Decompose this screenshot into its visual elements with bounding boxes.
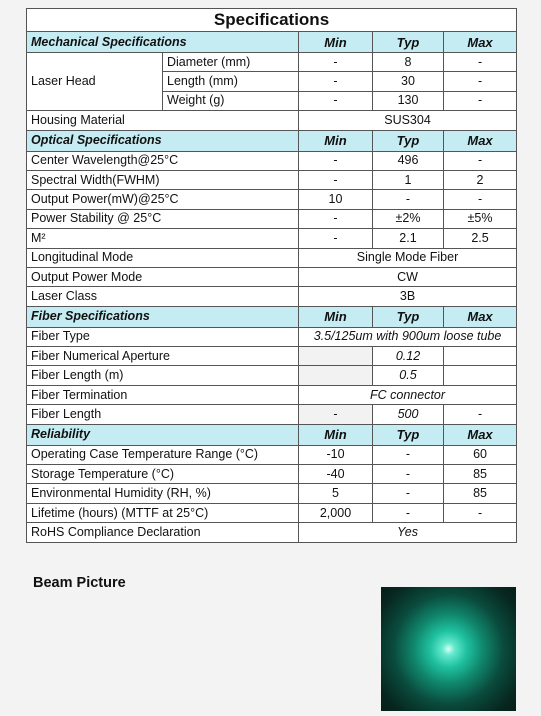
row-label: RoHS Compliance Declaration bbox=[27, 523, 299, 542]
min-value: - bbox=[299, 53, 373, 72]
row-label: Storage Temperature (°C) bbox=[27, 465, 299, 484]
max-value: - bbox=[444, 405, 517, 424]
col-max-header: Max bbox=[444, 32, 517, 53]
max-value bbox=[444, 347, 517, 366]
min-value: - bbox=[299, 151, 373, 170]
typ-value: 0.5 bbox=[373, 366, 444, 385]
row-label: Housing Material bbox=[27, 111, 299, 130]
min-value: - bbox=[299, 209, 373, 228]
max-value: - bbox=[444, 53, 517, 72]
row-label: Fiber Type bbox=[27, 327, 299, 346]
typ-value: 8 bbox=[373, 53, 444, 72]
table-row bbox=[27, 405, 517, 424]
laser-head-label: Laser Head bbox=[27, 53, 163, 111]
beam-picture-heading: Beam Picture bbox=[33, 575, 126, 591]
max-value: 60 bbox=[444, 445, 517, 464]
row-label: Laser Class bbox=[27, 287, 299, 306]
col-max-header: Max bbox=[444, 130, 517, 151]
min-value: -40 bbox=[299, 465, 373, 484]
table-row bbox=[27, 523, 517, 542]
max-value: 2 bbox=[444, 170, 517, 189]
row-label: Longitudinal Mode bbox=[27, 248, 299, 267]
col-max-header: Max bbox=[444, 424, 517, 445]
max-value: - bbox=[444, 151, 517, 170]
row-label: Power Stability @ 25°C bbox=[27, 209, 299, 228]
table-row bbox=[27, 366, 517, 385]
table-row bbox=[27, 385, 517, 404]
min-value: - bbox=[299, 170, 373, 189]
table-row bbox=[27, 151, 517, 170]
table-row bbox=[27, 248, 517, 267]
col-typ-header: Typ bbox=[373, 130, 444, 151]
table-row bbox=[27, 209, 517, 228]
typ-value: - bbox=[373, 445, 444, 464]
min-value: 10 bbox=[299, 190, 373, 209]
row-label: Fiber Length bbox=[27, 405, 299, 424]
row-label: Environmental Humidity (RH, %) bbox=[27, 484, 299, 503]
col-max-header: Max bbox=[444, 306, 517, 327]
table-title: Specifications bbox=[27, 9, 517, 32]
col-min-header: Min bbox=[299, 306, 373, 327]
max-value: 2.5 bbox=[444, 229, 517, 248]
max-value: 85 bbox=[444, 484, 517, 503]
row-label: Output Power Mode bbox=[27, 267, 299, 286]
typ-value: 0.12 bbox=[373, 347, 444, 366]
row-label: Fiber Length (m) bbox=[27, 366, 299, 385]
row-label: Length (mm) bbox=[163, 72, 299, 91]
reliability-header-row bbox=[27, 424, 517, 445]
span-value: Yes bbox=[299, 523, 517, 542]
beam-picture-image bbox=[381, 587, 516, 711]
col-typ-header: Typ bbox=[373, 32, 444, 53]
max-value: - bbox=[444, 91, 517, 110]
typ-value: ±2% bbox=[373, 209, 444, 228]
min-value: - bbox=[299, 405, 373, 424]
row-label: Output Power(mW)@25°C bbox=[27, 190, 299, 209]
min-value: -10 bbox=[299, 445, 373, 464]
col-min-header: Min bbox=[299, 424, 373, 445]
min-value: - bbox=[299, 72, 373, 91]
max-value: 85 bbox=[444, 465, 517, 484]
table-row bbox=[27, 503, 517, 522]
row-label: Fiber Termination bbox=[27, 385, 299, 404]
max-value bbox=[444, 366, 517, 385]
min-value: 5 bbox=[299, 484, 373, 503]
specifications-table bbox=[26, 8, 517, 543]
row-label: Spectral Width(FWHM) bbox=[27, 170, 299, 189]
table-row bbox=[27, 190, 517, 209]
table-row bbox=[27, 111, 517, 130]
min-value: - bbox=[299, 91, 373, 110]
table-row bbox=[27, 327, 517, 346]
table-row bbox=[27, 229, 517, 248]
min-value: 2,000 bbox=[299, 503, 373, 522]
optical-header-row bbox=[27, 130, 517, 151]
col-min-header: Min bbox=[299, 32, 373, 53]
max-value: - bbox=[444, 190, 517, 209]
table-row bbox=[27, 53, 517, 72]
reliability-section-label: Reliability bbox=[27, 424, 299, 445]
max-value: - bbox=[444, 503, 517, 522]
mechanical-section-label: Mechanical Specifications bbox=[27, 32, 299, 53]
row-label: Center Wavelength@25°C bbox=[27, 151, 299, 170]
mechanical-header-row bbox=[27, 32, 517, 53]
min-value: - bbox=[299, 229, 373, 248]
span-value: SUS304 bbox=[299, 111, 517, 130]
span-value: 3.5/125um with 900um loose tube bbox=[299, 327, 517, 346]
typ-value: 1 bbox=[373, 170, 444, 189]
table-row bbox=[27, 267, 517, 286]
col-typ-header: Typ bbox=[373, 424, 444, 445]
title-row bbox=[27, 9, 517, 32]
typ-value: - bbox=[373, 503, 444, 522]
table-row bbox=[27, 347, 517, 366]
typ-value: - bbox=[373, 465, 444, 484]
table-row bbox=[27, 287, 517, 306]
row-label: Diameter (mm) bbox=[163, 53, 299, 72]
fiber-header-row bbox=[27, 306, 517, 327]
typ-value: 2.1 bbox=[373, 229, 444, 248]
min-value bbox=[299, 366, 373, 385]
row-label: Lifetime (hours) (MTTF at 25°C) bbox=[27, 503, 299, 522]
span-value: FC connector bbox=[299, 385, 517, 404]
typ-value: 500 bbox=[373, 405, 444, 424]
fiber-section-label: Fiber Specifications bbox=[27, 306, 299, 327]
table-row bbox=[27, 465, 517, 484]
optical-section-label: Optical Specifications bbox=[27, 130, 299, 151]
col-min-header: Min bbox=[299, 130, 373, 151]
table-row bbox=[27, 170, 517, 189]
row-label: Weight (g) bbox=[163, 91, 299, 110]
table-row bbox=[27, 445, 517, 464]
max-value: ±5% bbox=[444, 209, 517, 228]
table-row bbox=[27, 484, 517, 503]
span-value: 3B bbox=[299, 287, 517, 306]
max-value: - bbox=[444, 72, 517, 91]
typ-value: - bbox=[373, 190, 444, 209]
typ-value: 30 bbox=[373, 72, 444, 91]
typ-value: 130 bbox=[373, 91, 444, 110]
span-value: Single Mode Fiber bbox=[299, 248, 517, 267]
typ-value: - bbox=[373, 484, 444, 503]
col-typ-header: Typ bbox=[373, 306, 444, 327]
min-value bbox=[299, 347, 373, 366]
row-label: Operating Case Temperature Range (°C) bbox=[27, 445, 299, 464]
span-value: CW bbox=[299, 267, 517, 286]
typ-value: 496 bbox=[373, 151, 444, 170]
row-label: M² bbox=[27, 229, 299, 248]
row-label: Fiber Numerical Aperture bbox=[27, 347, 299, 366]
